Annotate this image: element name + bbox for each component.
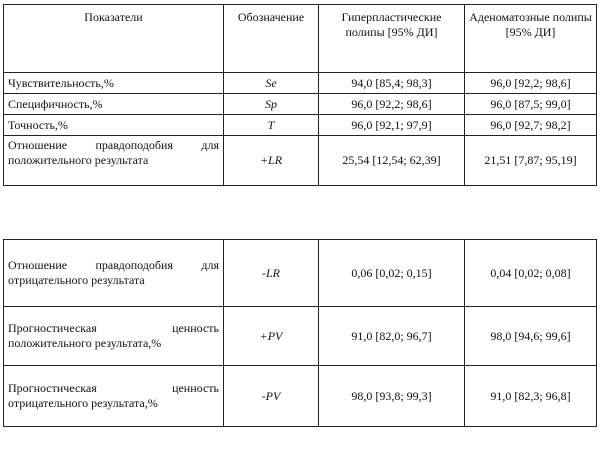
metrics-table-part-2 (3, 239, 597, 427)
adenomatous-value: 96,0 [87,5; 99,0] (465, 94, 597, 115)
hyperplastic-value: 94,0 [85,4; 98,3] (319, 73, 465, 94)
hyperplastic-value: 98,0 [93,8; 99,3] (319, 366, 465, 427)
row-symbol: +PV (224, 307, 319, 366)
hyperplastic-value: 25,54 [12,54; 62,39] (319, 136, 465, 186)
hyperplastic-value: 91,0 [82,0; 96,7] (319, 307, 465, 366)
table-row (4, 307, 597, 366)
table-row (4, 366, 597, 427)
metrics-table-part-1 (3, 4, 597, 186)
adenomatous-value: 96,0 [92,2; 98,6] (465, 73, 597, 94)
adenomatous-value: 98,0 [94,6; 99,6] (465, 307, 597, 366)
table-row (4, 115, 597, 136)
row-symbol: Se (224, 73, 319, 94)
row-label: Отношение правдоподобия для отрицательного результата (4, 240, 224, 307)
row-label: Точность,% (4, 115, 224, 136)
header-adenomatous: Аденоматозные полипы [95% ДИ] (465, 5, 597, 73)
row-symbol: Sp (224, 94, 319, 115)
header-designation: Обозначение (224, 5, 319, 73)
row-label: Прогностическая ценность отрицательного результата,% (4, 366, 224, 427)
hyperplastic-value: 96,0 [92,2; 98,6] (319, 94, 465, 115)
table-row (4, 73, 597, 94)
header-hyperplastic: Гиперпластические полипы [95% ДИ] (319, 5, 465, 73)
hyperplastic-value: 0,06 [0,02; 0,15] (319, 240, 465, 307)
header-row (4, 5, 597, 73)
table-row (4, 94, 597, 115)
row-label: Прогностическая ценность положительного результата,% (4, 307, 224, 366)
row-label: Отношение правдоподобия для положительного результата (4, 136, 224, 186)
adenomatous-value: 91,0 [82,3; 96,8] (465, 366, 597, 427)
adenomatous-value: 21,51 [7,87; 95,19] (465, 136, 597, 186)
adenomatous-value: 0,04 [0,02; 0,08] (465, 240, 597, 307)
header-indicators: Показатели (4, 5, 224, 73)
adenomatous-value: 96,0 [92,7; 98,2] (465, 115, 597, 136)
hyperplastic-value: 96,0 [92,1; 97,9] (319, 115, 465, 136)
row-symbol: +LR (224, 136, 319, 186)
row-label: Чувствительность,% (4, 73, 224, 94)
row-symbol: -PV (224, 366, 319, 427)
row-label: Специфичность,% (4, 94, 224, 115)
table-row (4, 240, 597, 307)
row-symbol: T (224, 115, 319, 136)
row-symbol: -LR (224, 240, 319, 307)
table-row (4, 136, 597, 186)
